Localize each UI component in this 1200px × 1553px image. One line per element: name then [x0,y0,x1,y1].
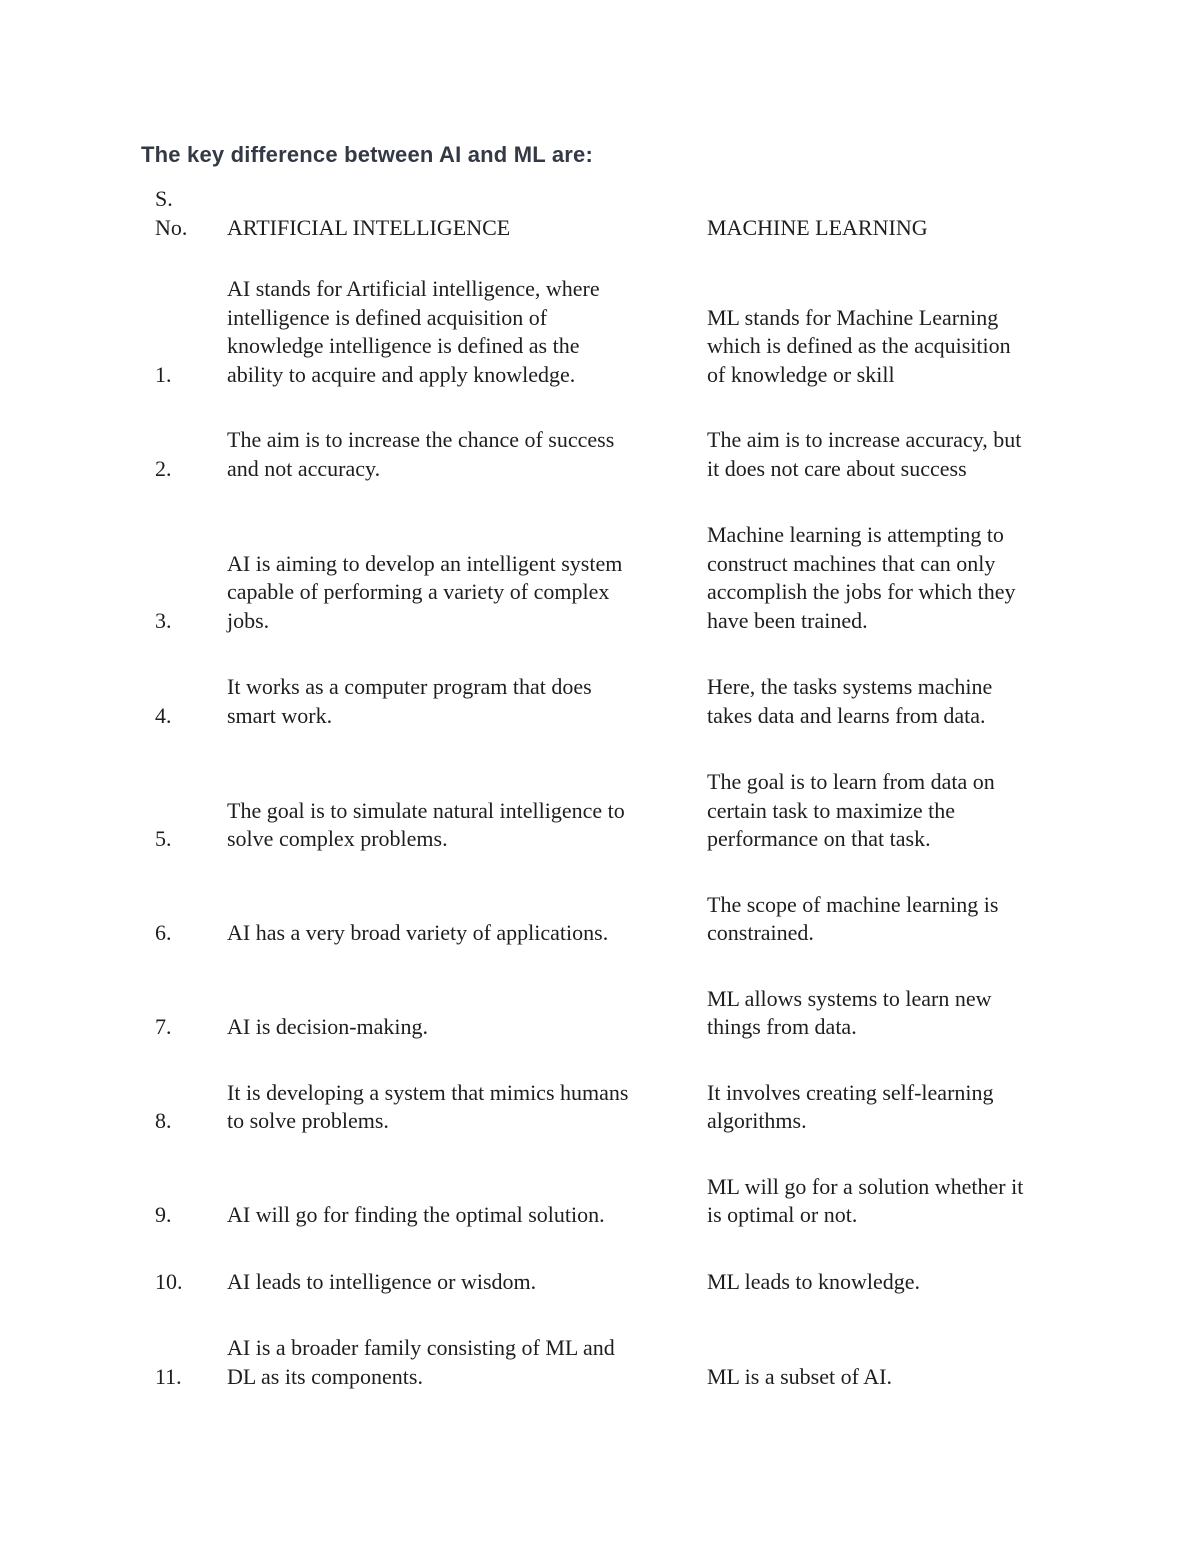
table-row [155,673,1075,730]
table-row [155,521,1075,635]
ai-description: AI is a broader family consisting of ML and DL as its components. [227,1335,615,1389]
ai-description: It works as a computer program that does smart work. [227,674,592,728]
table-row [155,891,1075,948]
page-heading: The key difference between AI and ML are: [141,142,593,167]
ai-description: AI has a very broad variety of applications. [227,920,609,945]
row-number: 10. [155,1268,183,1294]
table-row [155,1334,1075,1391]
ml-description: ML stands for Machine Learning which is defined as the acquisition of knowledge or skill [707,304,1011,387]
table-row [155,985,1075,1042]
table-row [155,275,1075,389]
ml-description: The scope of machine learning is constrained. [707,891,999,945]
row-number: 9. [155,1202,172,1227]
table-row [155,768,1075,854]
ai-description: AI is decision-making. [227,1014,429,1039]
table-row [155,1268,1075,1297]
row-number: 6. [155,920,172,945]
row-number: 5. [155,826,172,851]
header-artificial-intelligence: ARTIFICIAL INTELLIGENCE [227,214,511,240]
ml-description: Here, the tasks systems machine takes data and learns from data. [707,674,993,728]
ml-description: The goal is to learn from data on certain task to maximize the performance on that task. [707,769,995,851]
table-header-row [155,185,1075,242]
table-row [155,426,1075,483]
header-serial-number: S. No. [155,186,188,240]
comparison-table [155,185,1075,1391]
row-number: 8. [155,1108,172,1133]
ai-description: AI stands for Artificial intelligence, where intelligence is defined acquisition of knowledge intelligence is defined as the ability to acquire and apply knowledge. [227,276,600,387]
row-number: 11. [155,1363,182,1389]
row-number: 1. [155,361,172,387]
ml-description: It involves creating self-learning algorithms. [707,1079,994,1133]
ai-description: It is developing a system that mimics humans to solve problems. [227,1079,629,1133]
ai-description: The aim is to increase the chance of success and not accuracy. [227,427,615,481]
table-row [155,1173,1075,1230]
ml-description: ML leads to knowledge. [707,1268,921,1294]
ai-description: AI leads to intelligence or wisdom. [227,1268,537,1294]
ml-description: ML allows systems to learn new things from data. [707,985,992,1039]
header-machine-learning: MACHINE LEARNING [707,214,928,240]
ml-description: ML is a subset of AI. [707,1363,892,1389]
ai-description: AI is aiming to develop an intelligent system capable of performing a variety of complex jobs. [227,550,623,633]
ai-description: The goal is to simulate natural intelligence to solve complex problems. [227,797,625,851]
table-row [155,1079,1075,1136]
ai-description: AI will go for finding the optimal solution. [227,1202,605,1227]
ml-description: Machine learning is attempting to construct machines that can only accomplish the jobs for which they have been trained. [707,522,1016,633]
ml-description: ML will go for a solution whether it is optimal or not. [707,1173,1024,1227]
row-number: 3. [155,607,172,633]
row-number: 2. [155,455,172,481]
ml-description: The aim is to increase accuracy, but it does not care about success [707,427,1022,481]
row-number: 4. [155,702,172,728]
row-number: 7. [155,1014,172,1039]
